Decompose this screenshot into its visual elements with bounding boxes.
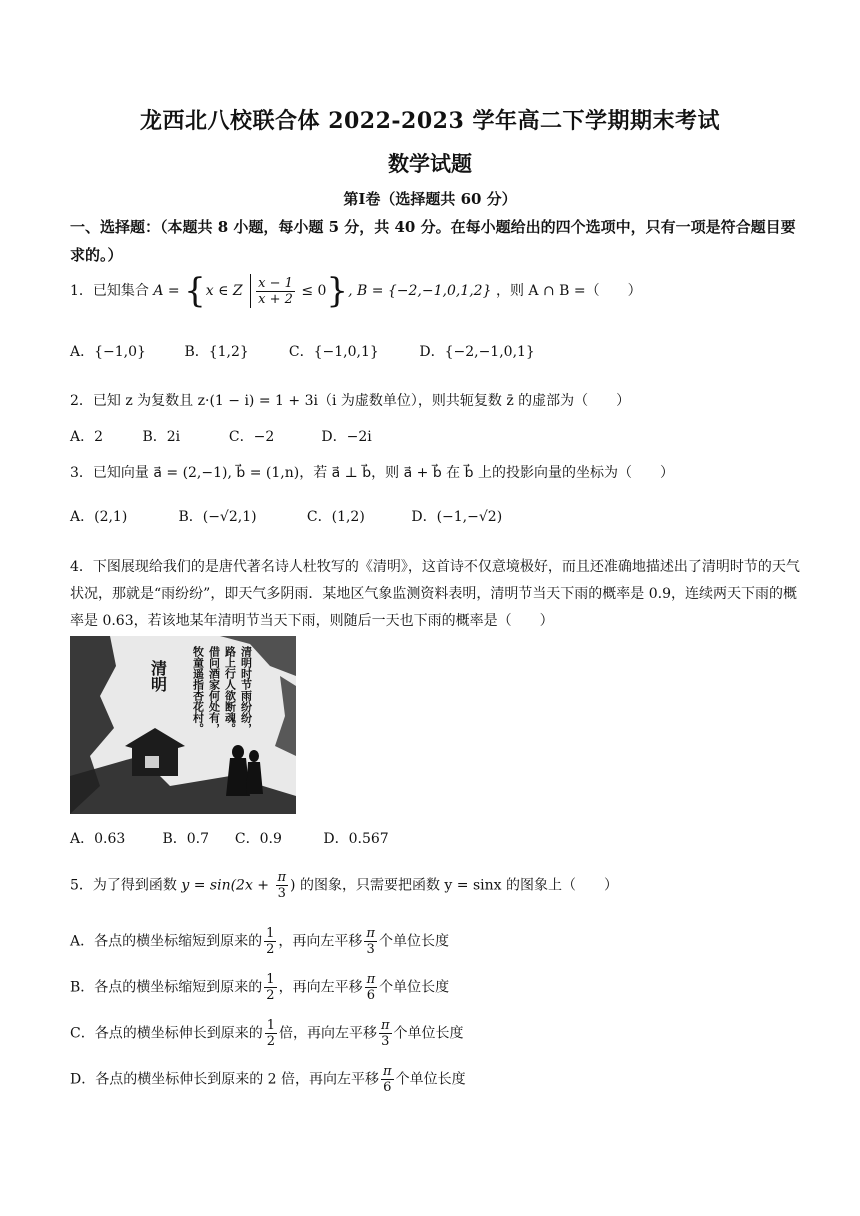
q5-function: y = sin(2x + <box>181 877 274 894</box>
q5d-frac-num: π <box>383 1064 392 1079</box>
q5d-label: D．各点的横坐标伸长到原来的 2 倍，再向左平移 <box>70 1071 380 1088</box>
q5a-frac1-den: 2 <box>266 942 275 957</box>
q5a-mid: ，再向左平移 <box>278 933 363 950</box>
q5-suffix: 的图象，只需要把函数 y = sinx 的图象上（ ） <box>299 877 618 894</box>
q5-prefix: 5．为了得到函数 <box>70 877 177 894</box>
q5a-frac1 <box>264 926 276 957</box>
q4-option-c[interactable]: C．0.9 <box>234 831 282 847</box>
q1-set-a-start: A = <box>153 283 185 299</box>
q5-fraction-num: π <box>277 870 287 885</box>
q1-option-a[interactable]: A．{−1,0} <box>70 344 146 360</box>
q1-set-bar <box>250 274 251 308</box>
q5b-frac2 <box>365 972 378 1003</box>
q5b-frac2-den: 6 <box>366 988 375 1003</box>
figure-head-2 <box>249 750 259 762</box>
q1-left-brace: { <box>184 271 206 311</box>
q3-option-b[interactable]: B．(−√2,1) <box>178 509 257 525</box>
q5a-frac2-num: π <box>366 926 375 941</box>
q5-option-a[interactable] <box>70 926 810 957</box>
figure-head-1 <box>232 745 244 759</box>
q5c-frac2-den: 3 <box>381 1034 390 1049</box>
q1-condition: ≤ 0 <box>301 283 327 299</box>
q5a-label: A．各点的横坐标缩短到原来的 <box>70 933 263 950</box>
q5-fraction-den: 3 <box>277 886 286 901</box>
question-5 <box>70 870 810 901</box>
q4-option-b[interactable]: B．0.7 <box>162 831 210 847</box>
poem-line-3: 借问酒家何处有， <box>207 646 221 734</box>
q5c-frac2 <box>379 1018 392 1049</box>
exam-title: 龙西北八校联合体 2022-2023 学年高二下学期期末考试 <box>140 108 720 134</box>
q1-denominator: x + 2 <box>258 291 293 307</box>
q2-option-c[interactable]: C．−2 <box>228 429 275 445</box>
exam-subtitle: 数学试题 <box>388 151 472 176</box>
question-2: 2．已知 z 为复数且 z·(1 − i) = 1 + 3i（i 为虚数单位），则共轭复数 z̄ 的虚部为（ ） <box>70 393 631 409</box>
q5c-end: 个单位长度 <box>393 1025 464 1042</box>
q2-option-b[interactable]: B．2i <box>142 429 181 445</box>
q5-option-b[interactable] <box>70 972 810 1003</box>
q5c-frac1 <box>265 1018 277 1049</box>
q5b-frac1-den: 2 <box>266 988 275 1003</box>
q1-prefix: 1．已知集合 <box>70 283 149 299</box>
poem-line-4: 牧童遥指杏花村。 <box>191 646 205 734</box>
poem-line-2: 路上行人欲断魂。 <box>223 646 237 734</box>
volume-heading: 第Ⅰ卷（选择题共 60 分） <box>343 190 517 208</box>
q1-fraction <box>256 276 295 307</box>
q3-option-a[interactable]: A．(2,1) <box>70 509 128 525</box>
q5b-end: 个单位长度 <box>379 979 450 996</box>
q5a-frac1-num: 1 <box>266 926 275 941</box>
q5b-label: B．各点的横坐标缩短到原来的 <box>70 979 263 996</box>
q5b-mid: ，再向左平移 <box>278 979 363 996</box>
q5b-frac1 <box>264 972 276 1003</box>
q5a-end: 个单位长度 <box>378 933 449 950</box>
q3-option-c[interactable]: C．(1,2) <box>306 509 365 525</box>
section-instructions: 一、选择题：（本题共 8 小题，每小题 5 分，共 40 分。在每小题给出的四个选项中，只有一项是符合题目要求的。） <box>70 218 796 264</box>
question-4: 4．下图展现给我们的是唐代著名诗人杜牧写的《清明》，这首诗不仅意境极好，而且还准确地描述出了清明时节的天气状况，那就是“雨纷纷”，即天气多阴雨．某地区气象监测资料表明，清明节当天下雨的概率是 0.9，连续两天下雨的概率是 0.63，若该地某年清明节当天下雨，则随后一天也下雨的概率是（ ） <box>70 559 800 629</box>
q5c-label: C．各点的横坐标伸长到原来的 <box>70 1025 263 1042</box>
q5-close-paren: ) <box>290 877 296 894</box>
q5b-frac1-num: 1 <box>266 972 275 987</box>
q4-option-d[interactable]: D．0.567 <box>323 831 389 847</box>
q5c-mid: 倍，再向左平移 <box>279 1025 377 1042</box>
q5d-end: 个单位长度 <box>395 1071 466 1088</box>
q5-option-c[interactable] <box>70 1018 810 1049</box>
poem-line-1: 清明时节雨纷纷， <box>239 646 253 734</box>
q5a-frac2 <box>364 926 377 957</box>
question-1 <box>70 271 810 311</box>
q5c-frac1-num: 1 <box>266 1018 275 1033</box>
house-window <box>145 756 159 768</box>
q2-options <box>70 427 372 447</box>
q1-option-b[interactable]: B．{1,2} <box>184 344 249 360</box>
q5a-frac2-den: 3 <box>366 942 375 957</box>
q1-option-c[interactable]: C．{−1,0,1} <box>288 344 379 360</box>
q1-numerator: x − 1 <box>258 275 293 291</box>
question-3: 3．已知向量 a⃗ = (2,−1), b⃗ = (1,n)，若 a⃗ ⊥ b⃗，则 a⃗ + b⃗ 在 b⃗ 上的投影向量的坐标为（ ） <box>70 465 674 481</box>
q5b-frac2-num: π <box>366 972 376 987</box>
q1-set-a-elem: x ∈ Z <box>205 283 243 299</box>
q5c-frac2-num: π <box>381 1018 390 1033</box>
q2-option-d[interactable]: D．−2i <box>321 429 372 445</box>
q1-options <box>70 342 535 362</box>
q4-option-a[interactable]: A．0.63 <box>70 831 126 847</box>
q3-option-d[interactable]: D．(−1,−√2) <box>411 509 503 525</box>
q1-set-b: , B = {−2,−1,0,1,2} <box>348 283 492 299</box>
q5-option-d[interactable] <box>70 1064 810 1095</box>
q5c-frac1-den: 2 <box>266 1034 275 1049</box>
qingming-poem-image <box>70 636 296 814</box>
q2-option-a[interactable]: A．2 <box>70 429 104 445</box>
q3-options <box>70 507 502 527</box>
q1-option-d[interactable]: D．{−2,−1,0,1} <box>419 344 535 360</box>
q5-fraction <box>276 870 289 901</box>
q5d-frac-den: 6 <box>383 1080 392 1095</box>
q4-options <box>70 829 389 849</box>
image-title: 清明 <box>148 660 168 692</box>
q1-ask: ，则 A ∩ B =（ ） <box>495 283 642 299</box>
q5d-frac <box>381 1064 394 1095</box>
q1-right-brace: } <box>326 271 349 311</box>
